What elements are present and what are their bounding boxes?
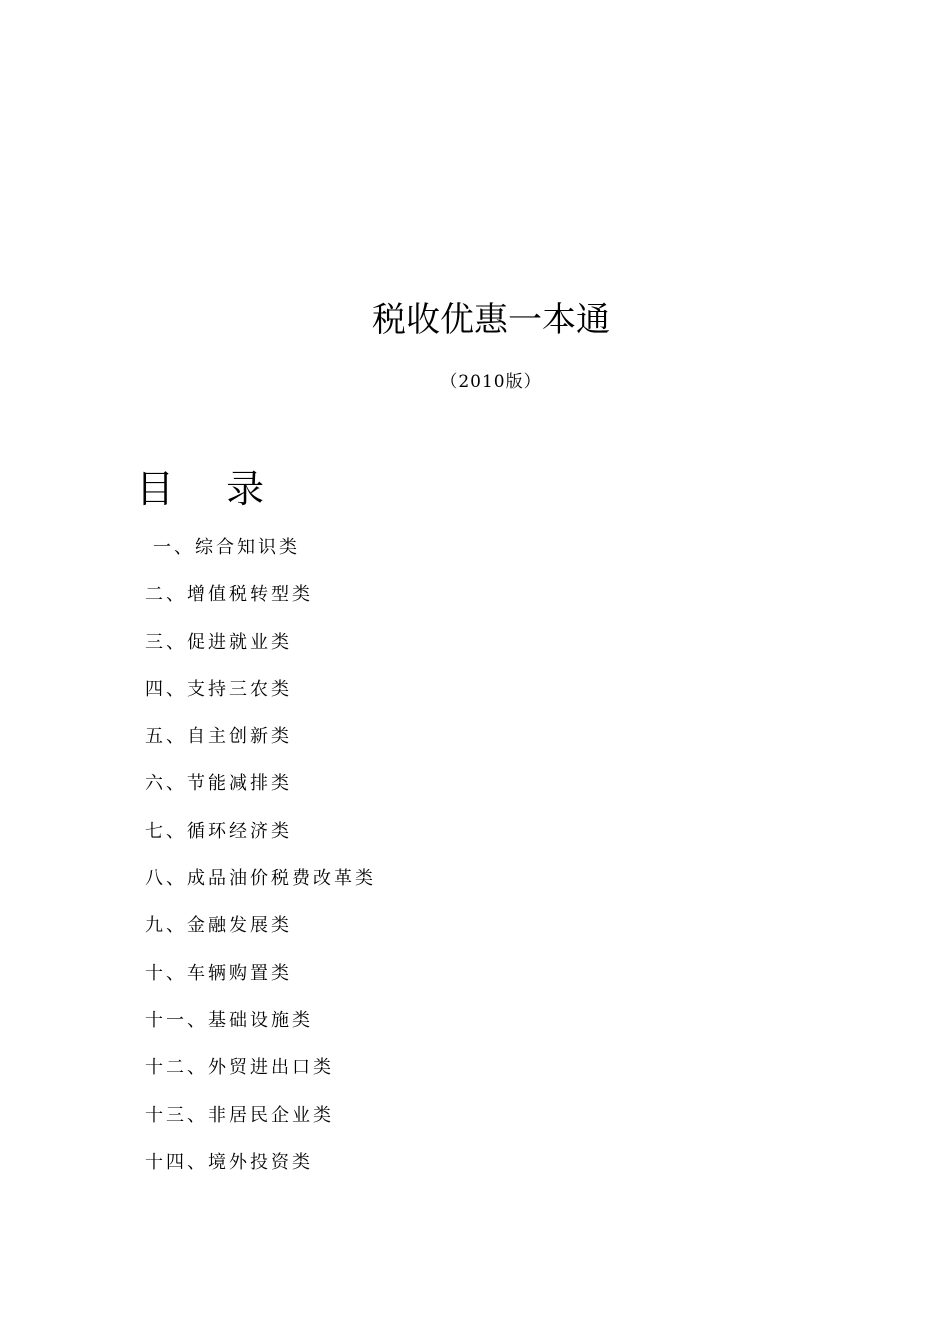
toc-item-2[interactable]: 二、增值税转型类	[145, 584, 313, 606]
table-of-contents	[145, 534, 376, 1196]
document-title: 税收优惠一本通	[372, 300, 610, 340]
toc-item-6[interactable]: 六、节能减排类	[145, 773, 292, 795]
toc-item-8[interactable]: 八、成品油价税费改革类	[145, 868, 376, 890]
toc-item-5[interactable]: 五、自主创新类	[145, 726, 292, 748]
toc-item-3[interactable]: 三、促进就业类	[145, 631, 292, 653]
toc-item-11[interactable]: 十一、基础设施类	[145, 1009, 313, 1031]
toc-item-1[interactable]: 一、综合知识类	[153, 537, 300, 558]
edition-label: （2010版）	[440, 372, 542, 392]
toc-item-14[interactable]: 十四、境外投资类	[145, 1151, 313, 1173]
toc-item-9[interactable]: 九、金融发展类	[145, 915, 292, 937]
toc-item-12[interactable]: 十二、外贸进出口类	[145, 1057, 334, 1079]
toc-item-7[interactable]: 七、循环经济类	[145, 820, 292, 842]
toc-item-13[interactable]: 十三、非居民企业类	[145, 1104, 334, 1126]
toc-heading: 目 录	[136, 467, 285, 511]
toc-item-10[interactable]: 十、车辆购置类	[145, 962, 292, 984]
toc-item-4[interactable]: 四、支持三农类	[145, 678, 292, 700]
